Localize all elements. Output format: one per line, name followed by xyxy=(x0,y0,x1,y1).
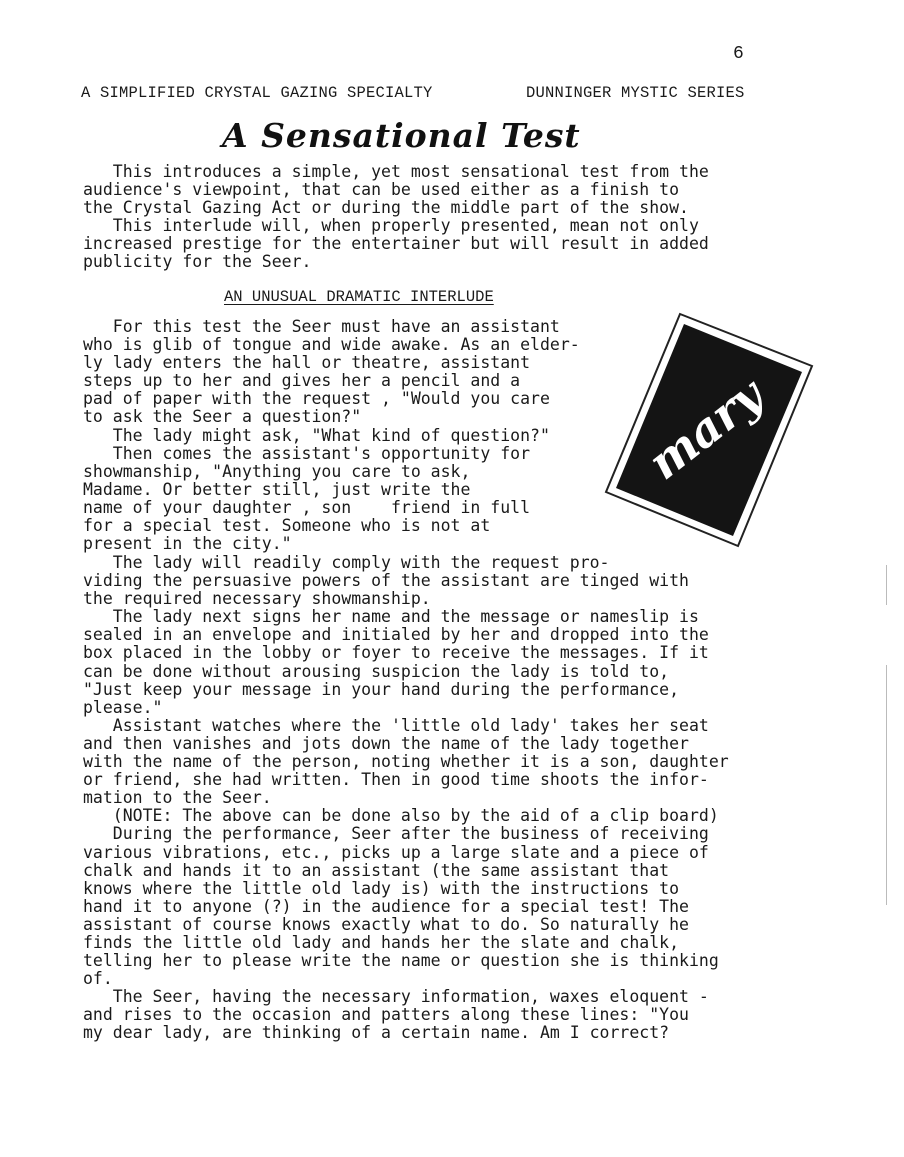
running-head-right: DUNNINGER MYSTIC SERIES xyxy=(526,84,745,102)
page-title: A Sensational Test xyxy=(222,116,581,155)
section-heading: AN UNUSUAL DRAMATIC INTERLUDE xyxy=(224,288,494,306)
running-head-left: A SIMPLIFIED CRYSTAL GAZING SPECIALTY xyxy=(81,84,433,102)
slate-chalk-text: mary xyxy=(637,367,774,490)
body-paragraphs: The lady will readily comply with the request pro- viding the persuasive powers of the assistant are tinged with the required necessary showmanship. The lady next signs her name and the message or nameslip is sealed in an envelope and initialed by her and dropped into the box placed in the lobby or foyer to receive the messages. If it can be done without arousing suspicion the lady is told to, "Just keep your message in your hand during the performance, please." Assistant watches where the 'little old lady' takes her seat and then vanishes and jots down the name of the lady together with the name of the person, noting whether it is a son, daughter or friend, she had written. Then in good time shoots the infor- mation to the Seer. (NOTE: The above can be done also by the aid of a clip board) During the performance, Seer after the business of receiving various vibrations, etc., picks up a large slate and a piece of chalk and hands it to an assistant (the same assistant that knows where the little old lady is) with the instructions to hand it to anyone (?) in the audience for a special test! The assistant of course knows exactly what to do. So naturally he finds the little old lady and hands her the slate and chalk, telling her to please write the name or question she is thinking of. The Seer, having the necessary information, waxes eloquent - and rises to the occasion and patters along these lines: "You my dear lady, are thinking of a certain name. Am I correct? xyxy=(83,553,729,1043)
scan-edge-mark xyxy=(886,665,887,905)
scan-edge-mark xyxy=(886,565,887,605)
wrapped-paragraphs: For this test the Seer must have an assistant who is glib of tongue and wide awake. As an elder- ly lady enters the hall or theatre, assistant steps up to her and gives her a pencil and a pad of paper with the request , "Would you care to ask the Seer a question?" The lady might ask, "What kind of question?" Then comes the assistant's opportunity for showmanship, "Anything you care to ask, Madame. Or better still, just write the name of your daughter , son friend in full for a special test. Someone who is not at present in the city." xyxy=(83,317,580,554)
intro-paragraphs: This introduces a simple, yet most sensational test from the audience's viewpoint, that can be used either as a finish to the Crystal Gazing Act or during the middle part of the show. This interlude will, when properly presented, mean not only increased prestige for the entertainer but will result in added publicity for the Seer. xyxy=(83,162,709,272)
slate-illustration xyxy=(602,310,818,550)
page-number: 6 xyxy=(733,44,744,64)
